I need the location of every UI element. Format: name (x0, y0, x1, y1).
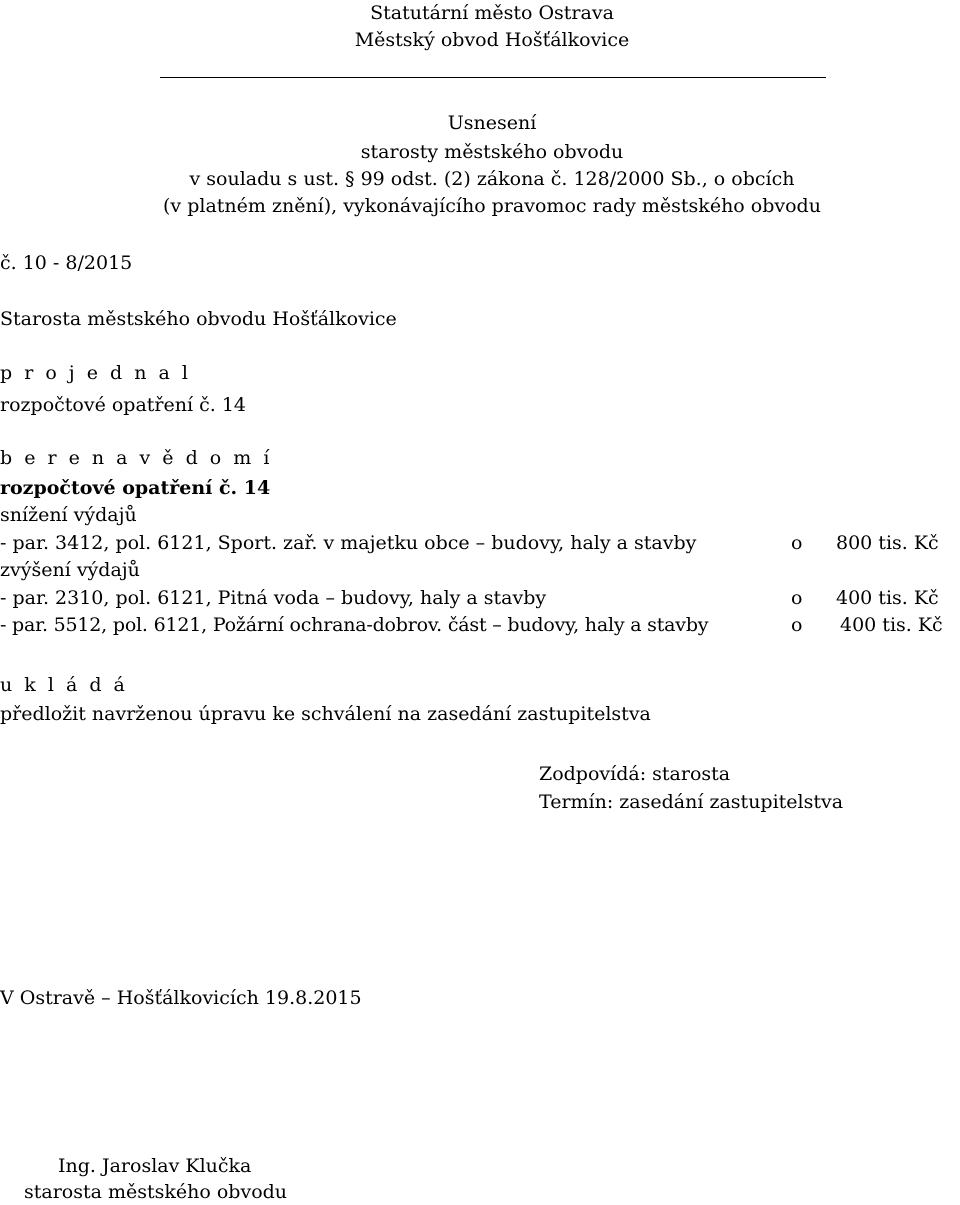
place-date: V Ostravě – Hošťálkovicích 19.8.2015 (0, 987, 362, 1009)
increase-item-o: o (791, 587, 803, 609)
increase-item-amount: 400 tis. Kč (840, 614, 943, 636)
title-usneseni: Usnesení (447, 112, 537, 134)
header-divider (160, 77, 826, 78)
title-legal-note: (v platném znění), vykonávajícího pravomoc rady městského obvodu (163, 195, 821, 217)
signatory-role: starosta městského obvodu (24, 1181, 288, 1203)
reduction-label: snížení výdajů (0, 504, 137, 526)
deadline: Termín: zasedání zastupitelstva (539, 791, 844, 813)
projednal-text: rozpočtové opatření č. 14 (0, 394, 247, 416)
uklada-text: předložit navrženou úpravu ke schválení na zasedání zastupitelstva (0, 703, 651, 725)
title-legal-basis: v souladu s ust. § 99 odst. (2) zákona č. 128/2000 Sb., o obcích (189, 168, 795, 190)
bere-na-vedomi-heading: rozpočtové opatření č. 14 (0, 477, 271, 499)
reduction-item-amount: 800 tis. Kč (836, 532, 939, 554)
reduction-item-text: - par. 3412, pol. 6121, Sport. zař. v majetku obce – budovy, haly a stavby (0, 532, 697, 554)
increase-item-o: o (791, 614, 803, 636)
responsible-person: Zodpovídá: starosta (539, 763, 731, 785)
signatory-name: Ing. Jaroslav Klučka (58, 1155, 252, 1177)
increase-item-amount: 400 tis. Kč (836, 587, 939, 609)
increase-label: zvýšení výdajů (0, 559, 140, 581)
title-subject: starosty městského obvodu (360, 141, 624, 163)
header-district: Městský obvod Hošťálkovice (354, 29, 630, 51)
actor: Starosta městského obvodu Hošťálkovice (0, 308, 397, 330)
projednal-verb: p r o j e d n a l (0, 362, 191, 384)
bere-na-vedomi-verb: b e r e n a v ě d o m í (0, 447, 273, 469)
increase-item-text: - par. 2310, pol. 6121, Pitná voda – budovy, haly a stavby (0, 587, 547, 609)
uklada-verb: u k l á d á (0, 674, 128, 696)
resolution-number: č. 10 - 8/2015 (0, 252, 133, 274)
header-city: Statutární město Ostrava (370, 2, 614, 24)
reduction-item-o: o (791, 532, 803, 554)
increase-item-text: - par. 5512, pol. 6121, Požární ochrana-dobrov. část – budovy, haly a stavby (0, 614, 709, 636)
